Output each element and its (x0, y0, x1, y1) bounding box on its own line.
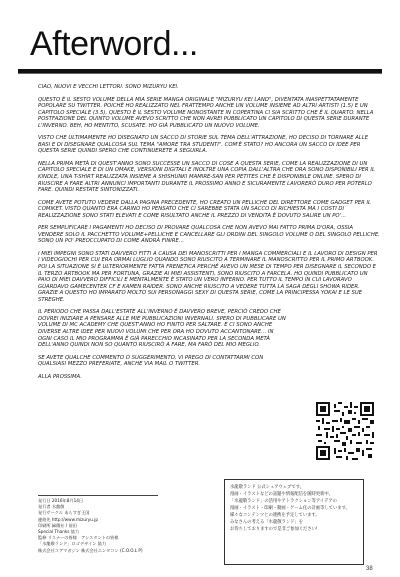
paragraph: I MIEI IMPEGNI SONO STATI DAVVERO FITTI A CAUSA DEI MANOSCRITTI PER I MANGA COMMERCIALI E IL LAVORO DI DESIGN PER I VIDEOGIOCHI PER CUI ERA ORMAI LUGLIO QUANDO SONO RIUSCITO A TERMINARE IL MANOSCRITTO PER IL PRIMO ARTBOOK. POI LA SITUAZIONE SI È ULTERIORMENTE FATTA FRENETICA PERCHÉ AVEVO UN MESE DI TEMPO PER DISEGNARE IL SECONDO E IL TERZO ARTBOOK MA PER FORTUNA, GRAZIE AI MIEI ASSISTENTI, SONO RIUSCITO A FARCELA. HO QUINDI PUBBLICATO UN PAIO DI MIEI DAVVERO DIFFICILI E MENTALMENTE È STATO UN VERO INFERNO. PER TUTTO IL TEMPO IN CUI LAVORAVO GUARDAVO GAMECENTER CF E KAMEN RAIDER. SONO ANCHE RIUSCITO A VEDERE TUTTA LA SAGA DEGLI SHOWA RIDER. GRAZIE A QUESTO HO IMPARATO MOLTO SUI PERSONAGGI SEXY DI QUESTA SERIE, COME LA PRINCIPESSA YOKAI E LE SUE STREGHE. (38, 250, 378, 303)
qr-code-icon (316, 402, 374, 460)
colophon-line: 連絡先 http://www.mizuryu.jp (38, 516, 99, 522)
paragraph: NELLA PRIMA METÀ DI QUEST'ANNO SONO SUCCESSE UN SACCO DI COSE A QUESTA SERIE, COME LA REALIZZAZIONE DI UN CAPITOLO SPECIALE E DI UN OMAKE, VERSIONI DIGITALI E INOLTRE UNA COPIA DALL'ALTRA CHE ORA SONO DISPONIBILI PER IL KINDLE, UNA T-SHIRT REALIZZATA INSIEME A SHISHUNKI MAMIRE-SAN PER PETITES CHE È DISPONIBILE ONLINE. SPERO DI RIUSCIRE A FARE ALTRI ANNUNCI IMPORTANTI DURANTE IL PROSSIMO ANNO E SICURAMENTE LAVORERÒ DURO PER POTERLO FARE. QUINDI RESTATE SINTONIZZATI. (38, 160, 375, 194)
paragraph: VISTO CHE ULTIMAMENTE HO DISEGNATO UN SACCO DI STORIE SUL TEMA DELL'ATTRAZIONE, HO DECISO DI TORNARE ALLE BASI E DI DISEGNARE QUALCOSA SUL TEMA "AMORE TRA STUDENTI". COM'È STATO? HO ANCORA UN SACCO DI IDEE PER QUESTA SERIE QUINDI SPERO CHE CONTINUERETE A SEGUIRLA. (38, 135, 369, 155)
colophon-line: 発行者 水龍敬 (38, 504, 65, 510)
info-line: 漫画・イラスト・印刷・動画・ゲーム化の計画等しています。 (230, 506, 350, 511)
paragraph: PER SEMPLIFICARE I PAGAMENTI HO DECISO DI PROVARE QUALCOSA CHE NON AVEVO MAI FATTO PRIMA D'ORA, OSSIA VENDERE SOLO IL PACCHETTO VOLUME+PELLICHE E CANCELLARE GLI ORDINI DEL SINGOLO VOLUME O DEL SINGOLO PELLICHE. SONO UN PO' PREOCCUPATO DI COME ANDRÀ FINIRE... (38, 225, 380, 245)
colophon-line: 株式会社コアマガジン 株式会社エンタコン (C.O.O.L P) (38, 547, 143, 553)
paragraph: QUESTO È IL SESTO VOLUME DELLA MIA SERIE MANGA ORIGINALE "MIZURYU KEI LAND", DIVENTATA INASPETTATAMENTE POPOLARE SU TWITTER. POICHÉ HO REALIZZATO NEL FRATTEMPO ANCHE UN VOLUME INSIEME AD ALTRI ARTISTI (1.5) E UN CAPITOLO SPECIALE (3.5), QUESTO È IL SESTO VOLUME NONOSTANTE IN COPERTINA CI SIA SCRITTO CHE È IL QUARTO. NELLA POSTFAZIONE DEL QUINTO VOLUME AVEVO SCRITTO CHE NON AVREI PUBBLICATO UN CAPITOLO DI QUESTA SERIE DURANTE L'INVERNO. BEH, HO MENTITO, SCUSATE. HO GIÀ PUBBLICATO UN NUOVO VOLUME. (38, 96, 374, 129)
paragraph: SE AVETE QUALCHE COMMENTO O SUGGERIMENTO, VI PREGO DI CONTATTARMI CON QUALSIASI MEZZO PREFERIATE, ANCHE VIA MAIL O TWITTER. (38, 354, 264, 368)
colophon-line: Special Thanks 協力 (38, 529, 80, 535)
info-box-text (230, 484, 358, 533)
page-title: Afterword... (30, 25, 198, 63)
paragraph: ALLA PROSSIMA. (38, 373, 82, 380)
info-line: 様々なコンテンツとの連携を予定しています。 (230, 513, 320, 518)
colophon-line: 発行日 2016年8月14日 (38, 498, 84, 503)
colophon-line: 印刷所 緑陽社 / 前田 (38, 522, 77, 528)
paragraph: IL PERIODO CHE PASSA DALL'ESTATE ALL'INVERNO È DAVVERO BREVE, PERCIÒ CREDO CHE DOVREI INIZIARE A PENSARE ALLE MIE PUBBLICAZIONI INVERNALI. SPERO DI PUBBLICARE UN VOLUME DI MC ACADEMY CHE QUEST'ANNO HO FINITO PER SALTARE. E CI SONO ANCHE DIVERSE ALTRE IDEE PER NUOVI VOLUMI CHE PER ORA HO DOVUTO ACCANTONARE... IN OGNI CASO IL MIO PROGRAMMA È GIÀ PARECCHIO INCASINATO PER LA SECONDA METÀ DELL'ANNO QUINDI NON SO QUANTO RIUSCIRÒ A FARE, MA FARÒ DEL MIO MEGLIO. (38, 309, 286, 349)
afterword-body (38, 84, 380, 386)
paragraph: COME AVETE POTUTO VEDERE DALLA PAGINA PRECEDENTE, HO CREATO UN PELLICHE DEL DIRETTORE COME GADGET PER IL COMIKET. VISTO QUANTO ERA CARINO HO PENSATO CHE CI SAREBBE STATA UN SACCO DI RICHIESTA MA I COSTI DI REALIZZAZIONE SONO STATI ELEVATI E COME RISULTATO ANCHE IL PREZZO DI VENDITA È DOVUTO SALIRE UN PO'... (38, 199, 372, 219)
colophon-divider (38, 495, 158, 496)
paragraph: CIAO, NUOVI E VECCHI LETTORI. SONO MIZURYU KEI. (38, 84, 179, 90)
colophon-line: 監修 リスナーの皆様 アシスタントの皆様 (38, 535, 119, 541)
colophon (38, 498, 188, 554)
info-line: みなさんの考える「水龍敬ランド」を (230, 520, 304, 525)
info-line: お待ちしておりますので是非ご参加ください! (230, 527, 318, 532)
info-line: 漫画・イラストなどの話題や情報配信を随時更新中。 (230, 492, 333, 497)
colophon-line: 発行サークル あらすぎ王国 (38, 510, 90, 516)
title-underline (18, 69, 382, 74)
info-line: 水龍敬ランド 公式シェアウェブです。 (230, 485, 304, 490)
colophon-line: 「水龍敬ランド」ロゴデザイン 協力 (38, 541, 107, 547)
page-number: 38 (366, 566, 373, 572)
info-line: 「水龍敬ランド」の活用やアトラクション等アイデアの (230, 499, 337, 504)
